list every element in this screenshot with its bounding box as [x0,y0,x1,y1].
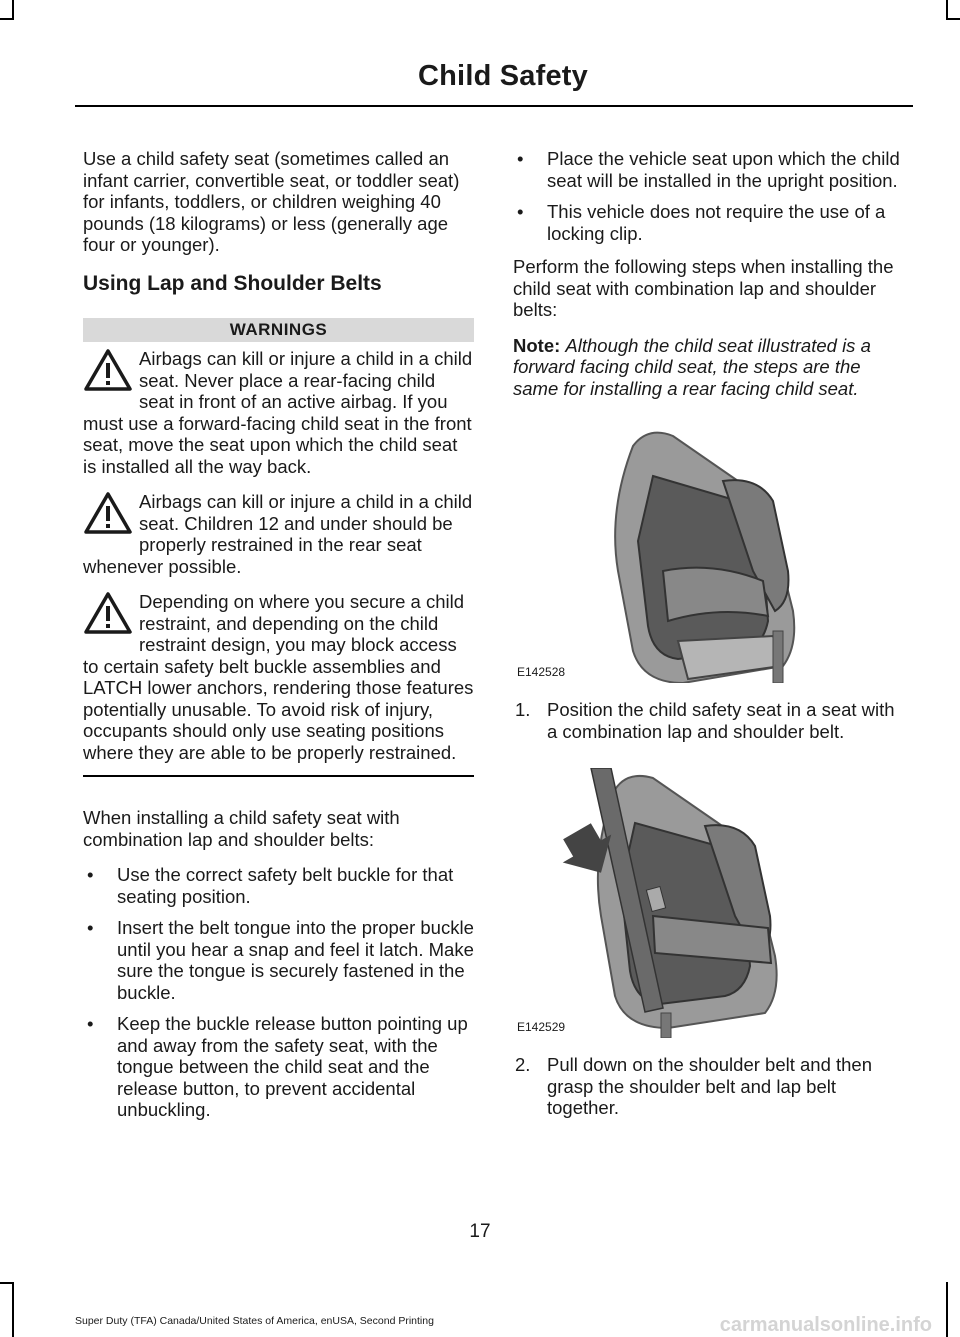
bullet-glyph: • [517,148,524,169]
steps-list [513,1054,905,1119]
figure-label: E142528 [517,664,566,679]
section-heading: Using Lap and Shoulder Belts [83,271,382,295]
child-seat-illustration [513,421,905,683]
step-item: 2. Pull down on the shoulder belt and then grasp the shoulder belt and lap belt together. [515,1054,873,1118]
warnings-title: WARNINGS [83,318,474,342]
note [513,335,905,400]
bullet-glyph: • [87,1013,94,1034]
step-number: 2. [515,1054,531,1075]
list-item: • Insert the belt tongue into the proper buckle until you hear a snap and feel it latch. Make sure the tongue is securely fastened in the buckle. [87,917,474,1003]
bullet-glyph: • [517,201,524,222]
crop-mark [0,1282,14,1284]
crop-mark [0,18,14,20]
child-seat-image [513,421,905,683]
note-label: Note: [513,334,561,356]
figure-label: E142529 [517,1019,566,1034]
warning-item [83,491,474,577]
steps-intro: Perform the following steps when installing the child seat with combination lap and shoulder belts: [513,256,894,320]
warning-triangle-icon [83,591,133,636]
watermark: carmanualsonline.info [719,1314,932,1336]
right-column [513,148,905,1131]
list-item: • Place the vehicle seat upon which the child seat will be installed in the upright position. [517,148,900,191]
installing-intro: When installing a child safety seat with combination lap and shoulder belts: [83,807,400,850]
bullet-glyph: • [87,917,94,938]
intro-paragraph: Use a child safety seat (sometimes called an infant carrier, convertible seat, or toddler seat) for infants, toddlers, or children weighing 40 pounds (18 kilograms) or less (generally age four or younger). [83,148,460,255]
list-item: • This vehicle does not require the use of a locking clip. [517,201,886,244]
footer-text: Super Duty (TFA) Canada/United States of America, enUSA, Second Printing [75,1315,434,1327]
warning-triangle-icon [83,491,133,536]
crop-mark [12,0,14,20]
page-title: Child Safety [418,60,588,92]
page-number: 17 [469,1221,491,1242]
warning-text: Airbags can kill or injure a child in a child seat. Children 12 and under should be properly restrained in the rear seat whenever possible. [83,491,473,577]
warning-item [83,591,474,777]
steps-list [513,699,905,742]
crop-mark [946,18,960,20]
list-item: • Use the correct safety belt buckle for that seating position. [87,864,454,907]
warning-text: Depending on where you secure a child restraint, and depending on the child restraint design, you may block access to certain safety belt buckle assemblies and LATCH lower anchors, rendering those features potentially unusable. To avoid risk of injury, occupants should only use seating positions where they are able to be properly restrained. [83,591,474,763]
bullet-list [513,148,905,244]
shoulder-belt-image [513,768,905,1038]
crop-mark [946,0,948,20]
warning-text: Airbags can kill or injure a child in a child seat. Never place a rear-facing child seat in front of an active airbag. If you must use a forward-facing child seat in the front seat, move the seat upon which the child seat is installed all the way back. [83,348,473,477]
crop-mark [12,1282,14,1337]
shoulder-belt-illustration [513,768,905,1038]
step-number: 1. [515,699,531,720]
crop-mark [946,1282,948,1337]
header-divider [75,105,913,107]
step-item: 1. Position the child safety seat in a seat with a combination lap and shoulder belt. [515,699,895,742]
warning-triangle-icon [83,348,133,393]
list-item: • Keep the buckle release button pointing up and away from the safety seat, with the tongue between the child seat and the release button, to prevent accidental unbuckling. [87,1013,468,1120]
note-text: Although the child seat illustrated is a forward facing child seat, the steps are the same for installing a rear facing child seat. [513,334,871,399]
bullet-glyph: • [87,864,94,885]
left-column [83,148,474,1133]
bullet-list [83,864,474,1121]
warning-item [83,348,474,477]
